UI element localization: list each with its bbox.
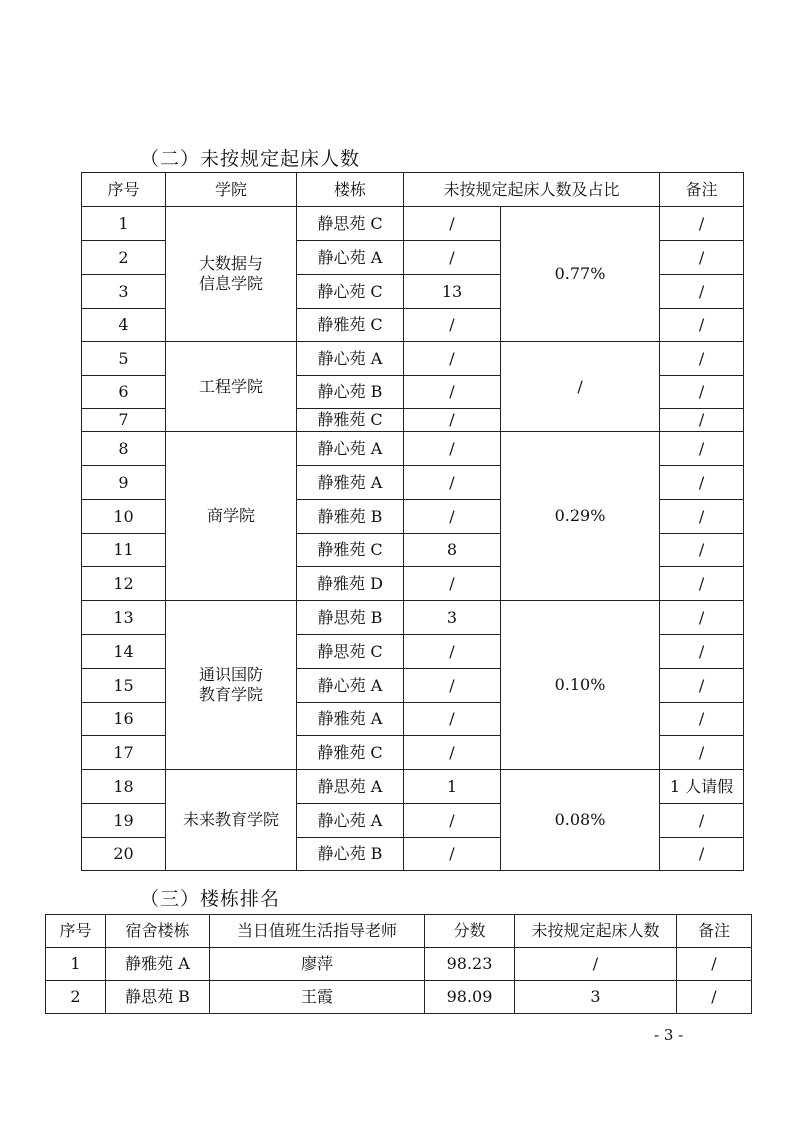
count-cell: / <box>404 241 501 275</box>
count-cell: 1 <box>404 770 501 804</box>
row-number: 19 <box>82 804 166 838</box>
building-cell: 静思苑 A <box>297 770 404 804</box>
row-number: 1 <box>46 948 106 981</box>
header-cell: 备注 <box>677 915 752 948</box>
remark-cell: / <box>660 500 744 534</box>
row-number: 3 <box>82 275 166 309</box>
row-number: 8 <box>82 432 166 466</box>
remark-cell: / <box>660 635 744 669</box>
building-cell: 静雅苑 D <box>297 567 404 601</box>
ratio-cell: 0.29% <box>501 432 660 601</box>
remark-cell: / <box>677 981 752 1014</box>
row-number: 17 <box>82 736 166 770</box>
count-cell: / <box>404 376 501 409</box>
ratio-cell: / <box>501 342 660 432</box>
row-number: 14 <box>82 635 166 669</box>
table-row <box>82 432 744 466</box>
teacher-cell: 廖萍 <box>210 948 425 981</box>
row-number: 10 <box>82 500 166 534</box>
table-row <box>82 601 744 635</box>
count-cell: / <box>404 736 501 770</box>
table-row <box>82 770 744 804</box>
building-cell: 静雅苑 C <box>297 409 404 432</box>
section-2-heading: （二）未按规定起床人数 <box>140 148 361 170</box>
remark-cell: / <box>660 376 744 409</box>
ratio-cell: 0.77% <box>501 207 660 342</box>
count-cell: 3 <box>515 981 677 1014</box>
building-ranking-table <box>45 914 752 1014</box>
college-cell <box>166 770 297 871</box>
count-cell: / <box>404 409 501 432</box>
row-number: 2 <box>82 241 166 275</box>
header-cell: 未按规定起床人数及占比 <box>404 173 660 207</box>
building-cell: 静雅苑 A <box>297 703 404 736</box>
building-cell: 静心苑 C <box>297 275 404 309</box>
remark-cell: / <box>660 601 744 635</box>
table-row <box>46 981 752 1014</box>
remark-cell: / <box>660 804 744 838</box>
count-cell: 3 <box>404 601 501 635</box>
building-cell: 静雅苑 A <box>297 466 404 500</box>
ratio-cell: 0.08% <box>501 770 660 871</box>
header-cell: 宿舍楼栋 <box>106 915 210 948</box>
remark-cell: / <box>660 432 744 466</box>
row-number: 2 <box>46 981 106 1014</box>
count-cell: / <box>404 466 501 500</box>
building-cell: 静雅苑 C <box>297 534 404 567</box>
remark-cell: / <box>660 241 744 275</box>
college-name-line: 信息学院 <box>198 274 263 293</box>
count-cell: / <box>404 703 501 736</box>
table-row <box>82 342 744 376</box>
college-name-line: 大数据与 <box>198 254 263 273</box>
remark-cell: / <box>660 275 744 309</box>
building-cell: 静心苑 A <box>297 804 404 838</box>
table-row <box>82 207 744 241</box>
college-cell <box>166 207 297 342</box>
building-cell: 静心苑 A <box>297 669 404 703</box>
count-cell: / <box>404 309 501 342</box>
remark-cell: 1 人请假 <box>660 770 744 804</box>
college-cell <box>166 342 297 432</box>
count-cell: / <box>404 567 501 601</box>
count-cell: / <box>404 804 501 838</box>
building-cell: 静心苑 B <box>297 838 404 871</box>
header-cell: 序号 <box>82 173 166 207</box>
table-header-row <box>46 915 752 948</box>
row-number: 5 <box>82 342 166 376</box>
header-cell: 备注 <box>660 173 744 207</box>
college-cell <box>166 432 297 601</box>
building-cell: 静雅苑 A <box>106 948 210 981</box>
score-cell: 98.09 <box>425 981 515 1014</box>
count-cell: / <box>404 500 501 534</box>
header-cell: 学院 <box>166 173 297 207</box>
building-cell: 静雅苑 C <box>297 309 404 342</box>
ratio-cell: 0.10% <box>501 601 660 770</box>
college-cell <box>166 601 297 770</box>
building-cell: 静雅苑 B <box>297 500 404 534</box>
remark-cell: / <box>660 309 744 342</box>
header-cell: 当日值班生活指导老师 <box>210 915 425 948</box>
remark-cell: / <box>660 736 744 770</box>
remark-cell: / <box>660 466 744 500</box>
building-cell: 静思苑 C <box>297 635 404 669</box>
college-name-line: 教育学院 <box>198 685 263 704</box>
row-number: 18 <box>82 770 166 804</box>
building-cell: 静心苑 A <box>297 241 404 275</box>
teacher-cell: 王霞 <box>210 981 425 1014</box>
count-cell: / <box>515 948 677 981</box>
building-cell: 静心苑 A <box>297 342 404 376</box>
remark-cell: / <box>660 567 744 601</box>
row-number: 11 <box>82 534 166 567</box>
row-number: 12 <box>82 567 166 601</box>
college-name-line: 商学院 <box>206 506 255 525</box>
row-number: 4 <box>82 309 166 342</box>
remark-cell: / <box>660 342 744 376</box>
count-cell: / <box>404 669 501 703</box>
remark-cell: / <box>677 948 752 981</box>
building-cell: 静心苑 B <box>297 376 404 409</box>
remark-cell: / <box>660 409 744 432</box>
table-header-row <box>82 173 744 207</box>
college-name-line: 工程学院 <box>198 376 263 396</box>
page-number: - 3 - <box>654 1026 684 1044</box>
remark-cell: / <box>660 669 744 703</box>
row-number: 13 <box>82 601 166 635</box>
building-cell: 静雅苑 C <box>297 736 404 770</box>
college-name-line: 未来教育学院 <box>182 810 279 829</box>
row-number: 15 <box>82 669 166 703</box>
count-cell: / <box>404 838 501 871</box>
count-cell: / <box>404 342 501 376</box>
building-cell: 静心苑 A <box>297 432 404 466</box>
remark-cell: / <box>660 838 744 871</box>
wake-up-table <box>81 172 744 871</box>
header-cell: 楼栋 <box>297 173 404 207</box>
row-number: 1 <box>82 207 166 241</box>
count-cell: / <box>404 207 501 241</box>
building-cell: 静思苑 B <box>297 601 404 635</box>
remark-cell: / <box>660 703 744 736</box>
row-number: 20 <box>82 838 166 871</box>
count-cell: / <box>404 635 501 669</box>
count-cell: 8 <box>404 534 501 567</box>
table-row <box>46 948 752 981</box>
row-number: 6 <box>82 376 166 409</box>
remark-cell: / <box>660 534 744 567</box>
section-3-heading: （三）楼栋排名 <box>140 888 281 910</box>
remark-cell: / <box>660 207 744 241</box>
row-number: 9 <box>82 466 166 500</box>
building-cell: 静思苑 C <box>297 207 404 241</box>
row-number: 16 <box>82 703 166 736</box>
header-cell: 序号 <box>46 915 106 948</box>
count-cell: 13 <box>404 275 501 309</box>
header-cell: 分数 <box>425 915 515 948</box>
college-name-line: 通识国防 <box>198 665 263 684</box>
building-cell: 静思苑 B <box>106 981 210 1014</box>
row-number: 7 <box>82 409 166 432</box>
count-cell: / <box>404 432 501 466</box>
header-cell: 未按规定起床人数 <box>515 915 677 948</box>
score-cell: 98.23 <box>425 948 515 981</box>
